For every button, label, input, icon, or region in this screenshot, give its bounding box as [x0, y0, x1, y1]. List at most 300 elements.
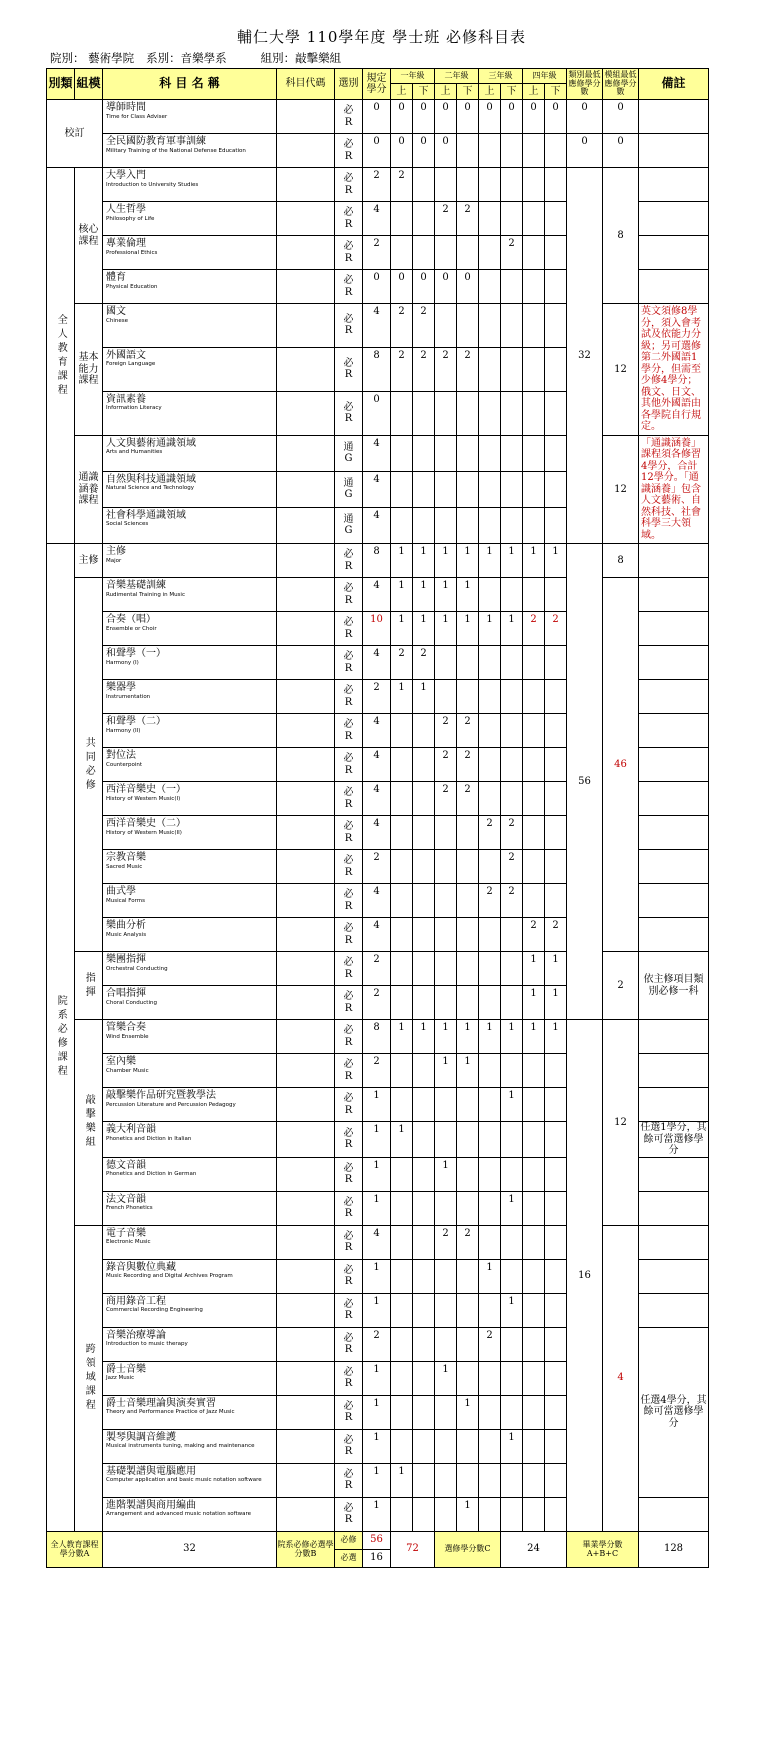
semester-credit — [501, 471, 523, 507]
course-type — [335, 748, 363, 782]
course-credit: 1 — [363, 1157, 391, 1191]
course-type — [335, 304, 363, 348]
course-name — [103, 544, 277, 578]
semester-credit — [457, 134, 479, 168]
course-code — [277, 347, 335, 391]
header-up: 上 — [435, 84, 457, 100]
semester-credit — [391, 1361, 413, 1395]
course-name-en: Time for Class Adviser — [106, 113, 168, 120]
semester-credit: 1 — [391, 1122, 413, 1158]
course-name-en: Music Analysis — [106, 931, 147, 938]
semester-credit — [523, 714, 545, 748]
note-cell — [639, 236, 709, 270]
course-type — [335, 952, 363, 986]
course-name — [103, 646, 277, 680]
course-credit: 4 — [363, 507, 391, 543]
course-code — [277, 507, 335, 543]
course-type — [335, 507, 363, 543]
note-cell — [639, 578, 709, 612]
semester-credit — [413, 391, 435, 435]
course-code — [277, 612, 335, 646]
semester-credit: 2 — [523, 612, 545, 646]
semester-credit: 1 — [457, 1020, 479, 1054]
semester-credit: 2 — [457, 782, 479, 816]
table-row — [47, 1020, 709, 1054]
semester-credit: 2 — [501, 816, 523, 850]
semester-credit — [457, 1327, 479, 1361]
semester-credit — [435, 850, 457, 884]
semester-credit — [545, 646, 567, 680]
course-name-zh: 德文音韻 — [106, 1159, 146, 1171]
course-name-en: Major — [106, 557, 122, 564]
note-zhihui: 依主修項目類別必修一科 — [639, 952, 709, 1020]
dept-label: 系別：音樂學系 — [146, 51, 227, 65]
semester-credit — [479, 952, 501, 986]
course-name-zh: 音樂治療導論 — [106, 1329, 166, 1341]
course-type — [335, 168, 363, 202]
course-code — [277, 1497, 335, 1531]
semester-credit: 1 — [435, 1361, 457, 1395]
semester-credit — [391, 1327, 413, 1361]
type-zh: 必 — [343, 1298, 354, 1310]
semester-credit: 1 — [479, 1259, 501, 1293]
note-cell — [639, 544, 709, 578]
semester-credit: 1 — [413, 612, 435, 646]
semester-credit: 2 — [435, 782, 457, 816]
type-zh: 必 — [343, 549, 354, 560]
semester-credit: 2 — [435, 714, 457, 748]
type-zh: 必 — [343, 105, 354, 116]
semester-credit — [545, 391, 567, 435]
course-name-en: Arts and Humanities — [106, 449, 163, 455]
course-name-zh: 爵士音樂理論與演奏實習 — [106, 1397, 216, 1409]
course-name — [103, 1497, 277, 1531]
course-type — [335, 202, 363, 236]
type-code: R — [344, 116, 353, 128]
semester-credit — [501, 391, 523, 435]
semester-credit: 2 — [435, 1225, 457, 1259]
course-type — [335, 1054, 363, 1088]
course-code — [277, 134, 335, 168]
header-down: 下 — [501, 84, 523, 100]
course-credit: 8 — [363, 1020, 391, 1054]
semester-credit — [523, 391, 545, 435]
course-credit: 1 — [363, 1395, 391, 1429]
type-zh: 必 — [343, 1400, 354, 1412]
type-code: R — [344, 286, 353, 298]
semester-credit — [413, 1293, 435, 1327]
semester-credit: 2 — [391, 168, 413, 202]
type-zh: 必 — [343, 1366, 354, 1378]
note-cell — [639, 1054, 709, 1088]
semester-credit — [413, 884, 435, 918]
type-zh: 必 — [343, 313, 354, 325]
semester-credit — [545, 134, 567, 168]
type-zh: 必 — [343, 787, 354, 798]
semester-credit — [479, 1395, 501, 1429]
type-zh: 必 — [343, 1127, 354, 1139]
course-credit: 1 — [363, 1293, 391, 1327]
course-name — [103, 1429, 277, 1463]
course-name — [103, 347, 277, 391]
semester-credit — [391, 714, 413, 748]
course-credit: 1 — [363, 1191, 391, 1225]
meta-line — [50, 50, 353, 66]
group-qiaoji: 敲擊樂組 — [75, 1020, 103, 1226]
course-type — [335, 1293, 363, 1327]
course-name-en: Chinese — [106, 317, 128, 324]
semester-credit — [523, 578, 545, 612]
course-name-zh: 資訊素養 — [106, 393, 146, 405]
semester-credit — [413, 714, 435, 748]
course-credit: 0 — [363, 270, 391, 304]
semester-credit: 2 — [435, 202, 457, 236]
course-name — [103, 168, 277, 202]
course-name — [103, 1225, 277, 1259]
header-up: 上 — [391, 84, 413, 100]
type-zh: 必 — [343, 241, 354, 252]
course-name — [103, 748, 277, 782]
course-name-en: Counterpoint — [106, 761, 143, 768]
footer-a-label: 全人教育課程學分數A — [47, 1531, 103, 1567]
group-jiben: 基本能力課程 — [75, 304, 103, 436]
course-name — [103, 612, 277, 646]
semester-credit — [545, 578, 567, 612]
semester-credit — [391, 1225, 413, 1259]
course-name-zh: 和聲學（二） — [106, 716, 166, 727]
semester-credit — [391, 1395, 413, 1429]
semester-credit — [523, 1191, 545, 1225]
table-row — [47, 952, 709, 986]
semester-credit — [391, 1088, 413, 1122]
semester-credit — [391, 1293, 413, 1327]
course-name-en: Orchestral Conducting — [106, 965, 168, 972]
semester-credit: 0 — [413, 134, 435, 168]
semester-credit — [413, 1327, 435, 1361]
note-jiben: 英文須修8學分，須入會考試及依能力分級；另可選修第二外國語1學分，但需至少修4學分；俄文、日文、其他外國語由各學院自行規定。 — [639, 304, 709, 436]
semester-credit — [479, 1293, 501, 1327]
course-code — [277, 1395, 335, 1429]
course-credit: 4 — [363, 578, 391, 612]
course-type — [335, 347, 363, 391]
semester-credit — [545, 435, 567, 471]
semester-credit — [457, 1122, 479, 1158]
semester-credit: 2 — [413, 304, 435, 348]
semester-credit — [479, 236, 501, 270]
course-name-zh: 國文 — [106, 306, 126, 317]
footer-b-select-label: 必選 — [335, 1549, 363, 1567]
semester-credit: 1 — [435, 544, 457, 578]
course-name-zh: 音樂基礎訓練 — [106, 580, 166, 591]
course-type — [335, 1497, 363, 1531]
semester-credit — [435, 435, 457, 471]
type-zh: 必 — [343, 923, 354, 934]
header-group-min: 模組最低應修學分數 — [603, 69, 639, 100]
course-name-en: Ensemble or Choir — [106, 625, 157, 632]
header-down: 下 — [545, 84, 567, 100]
course-type — [335, 471, 363, 507]
semester-credit — [479, 850, 501, 884]
semester-credit — [501, 435, 523, 471]
header-course-name: 科 目 名 稱 — [103, 69, 277, 100]
semester-credit — [391, 1191, 413, 1225]
course-name-zh: 和聲學（一） — [106, 648, 166, 659]
semester-credit — [479, 1122, 501, 1158]
course-name — [103, 1463, 277, 1497]
course-credit: 8 — [363, 347, 391, 391]
course-name — [103, 816, 277, 850]
semester-credit — [435, 918, 457, 952]
course-type — [335, 1020, 363, 1054]
type-code: R — [344, 218, 353, 230]
course-code — [277, 1122, 335, 1158]
semester-credit — [545, 1395, 567, 1429]
course-name-zh: 爵士音樂 — [106, 1363, 146, 1375]
header-note: 備註 — [639, 69, 709, 100]
note-cell — [639, 918, 709, 952]
course-name — [103, 1293, 277, 1327]
course-credit: 2 — [363, 680, 391, 714]
semester-credit — [501, 646, 523, 680]
semester-credit — [457, 680, 479, 714]
semester-credit — [413, 236, 435, 270]
type-zh: 必 — [343, 275, 354, 286]
course-name-en: Physical Education — [106, 283, 158, 290]
semester-credit — [457, 1429, 479, 1463]
type-zh: 必 — [343, 583, 354, 594]
note-cell — [639, 884, 709, 918]
course-name-en: Instrumentation — [106, 693, 151, 700]
course-name — [103, 134, 277, 168]
type-code: R — [344, 594, 353, 606]
semester-credit — [479, 1361, 501, 1395]
table-row — [47, 1225, 709, 1259]
course-type — [335, 391, 363, 435]
semester-credit: 1 — [523, 1020, 545, 1054]
course-name-en: French Phonetics — [106, 1205, 153, 1211]
semester-credit — [545, 471, 567, 507]
course-type — [335, 100, 363, 134]
semester-credit — [501, 918, 523, 952]
semester-credit — [413, 1088, 435, 1122]
semester-credit — [501, 1225, 523, 1259]
semester-credit — [391, 1054, 413, 1088]
semester-credit: 2 — [457, 347, 479, 391]
semester-credit — [523, 646, 545, 680]
course-name — [103, 1157, 277, 1191]
course-code — [277, 1429, 335, 1463]
semester-credit: 1 — [523, 544, 545, 578]
semester-credit — [523, 1497, 545, 1531]
semester-credit: 1 — [501, 1191, 523, 1225]
semester-credit — [457, 1259, 479, 1293]
header-up: 上 — [479, 84, 501, 100]
semester-credit: 1 — [457, 544, 479, 578]
semester-credit: 1 — [413, 1020, 435, 1054]
course-credit: 4 — [363, 714, 391, 748]
table-row — [47, 134, 709, 168]
course-name — [103, 507, 277, 543]
note-cell — [639, 816, 709, 850]
course-credit: 1 — [363, 1361, 391, 1395]
header-row — [47, 69, 709, 84]
header-type: 選別 — [335, 69, 363, 100]
course-credit: 4 — [363, 918, 391, 952]
course-name-zh: 管樂合奏 — [106, 1022, 146, 1033]
semester-credit: 1 — [501, 1429, 523, 1463]
course-name-en: Professional Ethics — [106, 249, 158, 256]
semester-credit — [391, 236, 413, 270]
semester-credit: 1 — [413, 578, 435, 612]
course-name-en: Foreign Language — [106, 361, 156, 368]
course-type — [335, 1122, 363, 1158]
course-name-zh: 商用錄音工程 — [106, 1295, 166, 1307]
semester-credit — [391, 1497, 413, 1531]
course-name-en: Military Training of the National Defense Education — [106, 147, 246, 154]
semester-credit — [435, 952, 457, 986]
type-zh: 必 — [343, 173, 354, 184]
semester-credit — [435, 304, 457, 348]
semester-credit — [479, 1191, 501, 1225]
course-name-zh: 義大利音韻 — [106, 1124, 156, 1135]
course-code — [277, 748, 335, 782]
note-tongshi: 「通識涵養」課程須各修習4學分，合計12學分。「通識涵養」包含人文藝術、自然科技、社會科學三大領域。 — [639, 435, 709, 544]
course-type — [335, 544, 363, 578]
semester-credit: 1 — [457, 578, 479, 612]
semester-credit — [391, 918, 413, 952]
semester-credit — [523, 507, 545, 543]
note-cell — [639, 1088, 709, 1122]
semester-credit — [435, 1122, 457, 1158]
semester-credit — [479, 435, 501, 471]
course-name — [103, 1088, 277, 1122]
course-code — [277, 1259, 335, 1293]
type-zh: 必 — [343, 617, 354, 628]
semester-credit — [413, 1054, 435, 1088]
course-name — [103, 100, 277, 134]
course-code — [277, 714, 335, 748]
course-name-en: Computer application and basic music notation software — [106, 1477, 262, 1483]
course-credit: 1 — [363, 1463, 391, 1497]
type-zh: 必 — [343, 1468, 354, 1480]
type-zh: 通 — [343, 477, 354, 489]
type-zh: 必 — [343, 685, 354, 696]
course-code — [277, 1054, 335, 1088]
group-min-zhihui: 2 — [603, 952, 639, 1020]
course-name — [103, 782, 277, 816]
course-type — [335, 1088, 363, 1122]
type-code: R — [344, 1174, 353, 1185]
semester-credit — [545, 816, 567, 850]
semester-credit — [457, 646, 479, 680]
course-name-zh: 西洋音樂史（一） — [106, 784, 186, 795]
semester-credit — [413, 1395, 435, 1429]
course-name — [103, 680, 277, 714]
course-name-en: Wind Ensemble — [106, 1033, 149, 1040]
course-name — [103, 236, 277, 270]
course-code — [277, 1088, 335, 1122]
course-code — [277, 236, 335, 270]
semester-credit — [545, 1293, 567, 1327]
semester-credit — [413, 202, 435, 236]
semester-credit — [523, 1293, 545, 1327]
course-name-zh: 製琴與調音維護 — [106, 1431, 176, 1443]
semester-credit — [545, 1327, 567, 1361]
type-code: G — [344, 453, 353, 465]
course-credit: 4 — [363, 884, 391, 918]
course-name — [103, 1395, 277, 1429]
semester-credit — [545, 1361, 567, 1395]
course-name-en: Phonetics and Diction in Italian — [106, 1135, 192, 1142]
type-code: R — [344, 1276, 353, 1287]
course-credit: 4 — [363, 435, 391, 471]
semester-credit — [391, 1259, 413, 1293]
semester-credit — [457, 816, 479, 850]
semester-credit — [435, 471, 457, 507]
type-zh: 必 — [343, 855, 354, 866]
semester-credit — [457, 986, 479, 1020]
footer-b-total: 72 — [391, 1531, 435, 1567]
course-code — [277, 100, 335, 134]
semester-credit — [413, 1361, 435, 1395]
course-code — [277, 918, 335, 952]
course-credit: 2 — [363, 1327, 391, 1361]
semester-credit — [413, 850, 435, 884]
course-name-zh: 合奏（唱） — [106, 614, 156, 625]
course-name-zh: 外國語文 — [106, 349, 146, 361]
semester-credit — [501, 578, 523, 612]
type-code: R — [344, 1208, 353, 1219]
semester-credit — [457, 952, 479, 986]
note-cell — [639, 1191, 709, 1225]
note-cell — [639, 1157, 709, 1191]
course-name-zh: 合唱指揮 — [106, 988, 146, 999]
semester-credit — [391, 850, 413, 884]
semester-credit: 2 — [479, 816, 501, 850]
course-name-en: Sacred Music — [106, 863, 143, 870]
semester-credit — [545, 168, 567, 202]
course-credit: 4 — [363, 202, 391, 236]
semester-credit — [501, 1122, 523, 1158]
course-name — [103, 986, 277, 1020]
semester-credit — [523, 850, 545, 884]
note-cell — [639, 1497, 709, 1531]
course-code — [277, 304, 335, 348]
semester-credit — [413, 1497, 435, 1531]
semester-credit — [479, 918, 501, 952]
semester-credit — [501, 1463, 523, 1497]
semester-credit — [391, 391, 413, 435]
course-code — [277, 952, 335, 986]
type-zh: 必 — [343, 401, 354, 413]
semester-credit — [391, 435, 413, 471]
semester-credit — [545, 1497, 567, 1531]
course-code — [277, 1157, 335, 1191]
course-name — [103, 578, 277, 612]
semester-credit — [435, 680, 457, 714]
header-category-min: 類別最低應修學分數 — [567, 69, 603, 100]
semester-credit — [545, 884, 567, 918]
note-cell — [639, 680, 709, 714]
semester-credit — [523, 1395, 545, 1429]
table-row — [47, 168, 709, 202]
group-min-jiben: 12 — [603, 304, 639, 436]
curriculum-table — [46, 68, 709, 1568]
semester-credit — [435, 1259, 457, 1293]
course-credit: 4 — [363, 304, 391, 348]
footer-c-label: 選修學分數C — [435, 1531, 501, 1567]
type-zh: 必 — [343, 1059, 354, 1070]
